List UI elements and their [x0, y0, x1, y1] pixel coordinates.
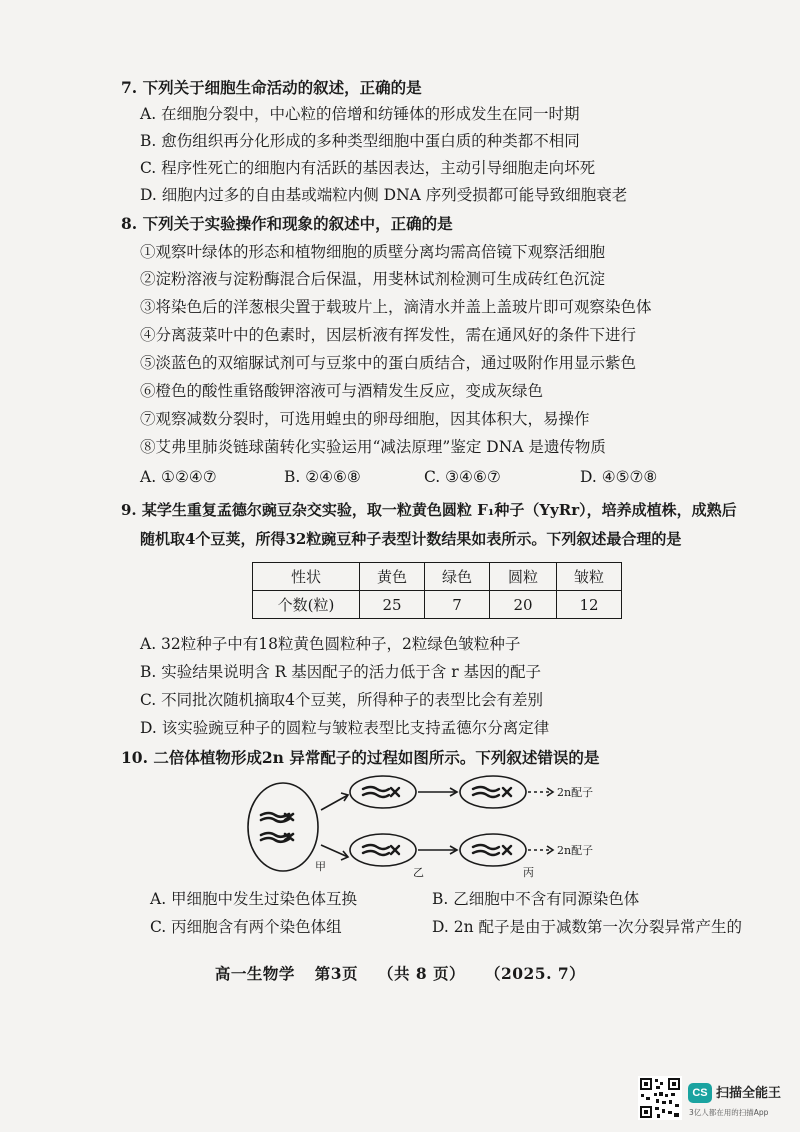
- table-cell: 7: [425, 591, 490, 619]
- q10-option-a: A. 甲细胞中发生过染色体互换: [150, 890, 358, 908]
- footer-date: （2025. 7）: [484, 964, 586, 983]
- q8-option-a: A. ①②④⑦: [140, 468, 217, 486]
- q8-item-7: ⑦观察减数分裂时，可选用蝗虫的卵母细胞，因其体积大，易操作: [140, 410, 590, 428]
- gamete-label-lower: 2n配子: [557, 844, 594, 857]
- table-cell: 绿色: [425, 563, 490, 591]
- table-cell: 皱粒: [557, 563, 622, 591]
- q9-option-a: A. 32粒种子中有18粒黄色圆粒种子，2粒绿色皱粒种子: [140, 635, 521, 653]
- table-cell: 性状: [253, 563, 360, 591]
- table-cell: 个数(粒): [253, 591, 360, 619]
- q9-table-header-row: [253, 563, 622, 591]
- camscanner-logo-icon: CS: [688, 1083, 712, 1103]
- label-jia: 甲: [315, 860, 326, 873]
- q8-option-b: B. ②④⑥⑧: [284, 468, 361, 486]
- q9-option-d: D. 该实验豌豆种子的圆粒与皱粒表型比支持孟德尔分离定律: [140, 719, 550, 737]
- table-cell: 20: [490, 591, 557, 619]
- q8-option-d: D. ④⑤⑦⑧: [580, 468, 658, 486]
- q9-table-data-row: [253, 591, 622, 619]
- q9-option-c: C. 不同批次随机摘取4个豆荚，所得种子的表型比会有差别: [140, 691, 544, 709]
- page-footer: [0, 962, 800, 984]
- q9-option-b: B. 实验结果说明含 R 基因配子的活力低于含 r 基因的配子: [140, 663, 542, 681]
- q9-stem-line1: 9. 某学生重复孟德尔豌豆杂交实验，取一粒黄色圆粒 F₁种子（YyRr），培养成植株，成熟后: [121, 501, 737, 519]
- footer-page: 第3页: [314, 964, 359, 983]
- table-cell: 12: [557, 591, 622, 619]
- q8-option-c: C. ③④⑥⑦: [424, 468, 501, 486]
- q8-item-3: ③将染色后的洋葱根尖置于载玻片上，滴清水并盖上盖玻片即可观察染色体: [140, 298, 652, 316]
- footer-total: （共 8 页）: [377, 964, 466, 983]
- q8-item-5: ⑤淡蓝色的双缩脲试剂可与豆浆中的蛋白质结合，通过吸附作用显示紫色: [140, 354, 637, 372]
- q8-item-2: ②淀粉溶液与淀粉酶混合后保温，用斐林试剂检测可生成砖红色沉淀: [140, 270, 606, 288]
- q7-option-a: A. 在细胞分裂中，中心粒的倍增和纺锤体的形成发生在同一时期: [140, 105, 580, 123]
- qr-code-icon: [638, 1076, 682, 1120]
- q8-item-6: ⑥橙色的酸性重铬酸钾溶液可与酒精发生反应，变成灰绿色: [140, 382, 544, 400]
- watermark-app-name: 扫描全能王: [716, 1086, 782, 1101]
- q9-table: [252, 562, 622, 619]
- table-cell: 25: [360, 591, 425, 619]
- gamete-label-upper: 2n配子: [557, 786, 594, 799]
- q9-stem-line2: 随机取4个豆荚，所得32粒豌豆种子表型计数结果如表所示。下列叙述最合理的是: [140, 530, 682, 548]
- label-yi: 乙: [413, 866, 424, 879]
- q8-item-4: ④分离菠菜叶中的色素时，因层析液有挥发性，需在通风好的条件下进行: [140, 326, 637, 344]
- q8-stem: 8. 下列关于实验操作和现象的叙述中，正确的是: [121, 214, 453, 233]
- meiosis-diagram: [235, 770, 635, 880]
- table-cell: 圆粒: [490, 563, 557, 591]
- q10-stem: 10. 二倍体植物形成2n 异常配子的过程如图所示。下列叙述错误的是: [121, 748, 600, 767]
- q7-option-d: D. 细胞内过多的自由基或端粒内侧 DNA 序列受损都可能导致细胞衰老: [140, 186, 628, 204]
- q10-option-b: B. 乙细胞中不含有同源染色体: [432, 890, 640, 908]
- label-bing: 丙: [523, 866, 534, 879]
- q7-option-c: C. 程序性死亡的细胞内有活跃的基因表达，主动引导细胞走向坏死: [140, 159, 596, 177]
- watermark-tagline: 3亿人都在用的扫描App: [689, 1108, 769, 1117]
- table-cell: 黄色: [360, 563, 425, 591]
- footer-subject: 高一生物学: [214, 964, 295, 983]
- cell-jia: [248, 783, 318, 871]
- q8-item-8: ⑧艾弗里肺炎链球菌转化实验运用“减法原理”鉴定 DNA 是遗传物质: [140, 438, 606, 456]
- q10-option-d: D. 2n 配子是由于减数第一次分裂异常产生的: [432, 918, 743, 936]
- q7-option-b: B. 愈伤组织再分化形成的多种类型细胞中蛋白质的种类都不相同: [140, 132, 580, 150]
- q10-option-c: C. 丙细胞含有两个染色体组: [150, 918, 342, 936]
- q7-stem: 7. 下列关于细胞生命活动的叙述，正确的是: [121, 78, 422, 97]
- q8-item-1: ①观察叶绿体的形态和植物细胞的质壁分离均需高倍镜下观察活细胞: [140, 243, 606, 261]
